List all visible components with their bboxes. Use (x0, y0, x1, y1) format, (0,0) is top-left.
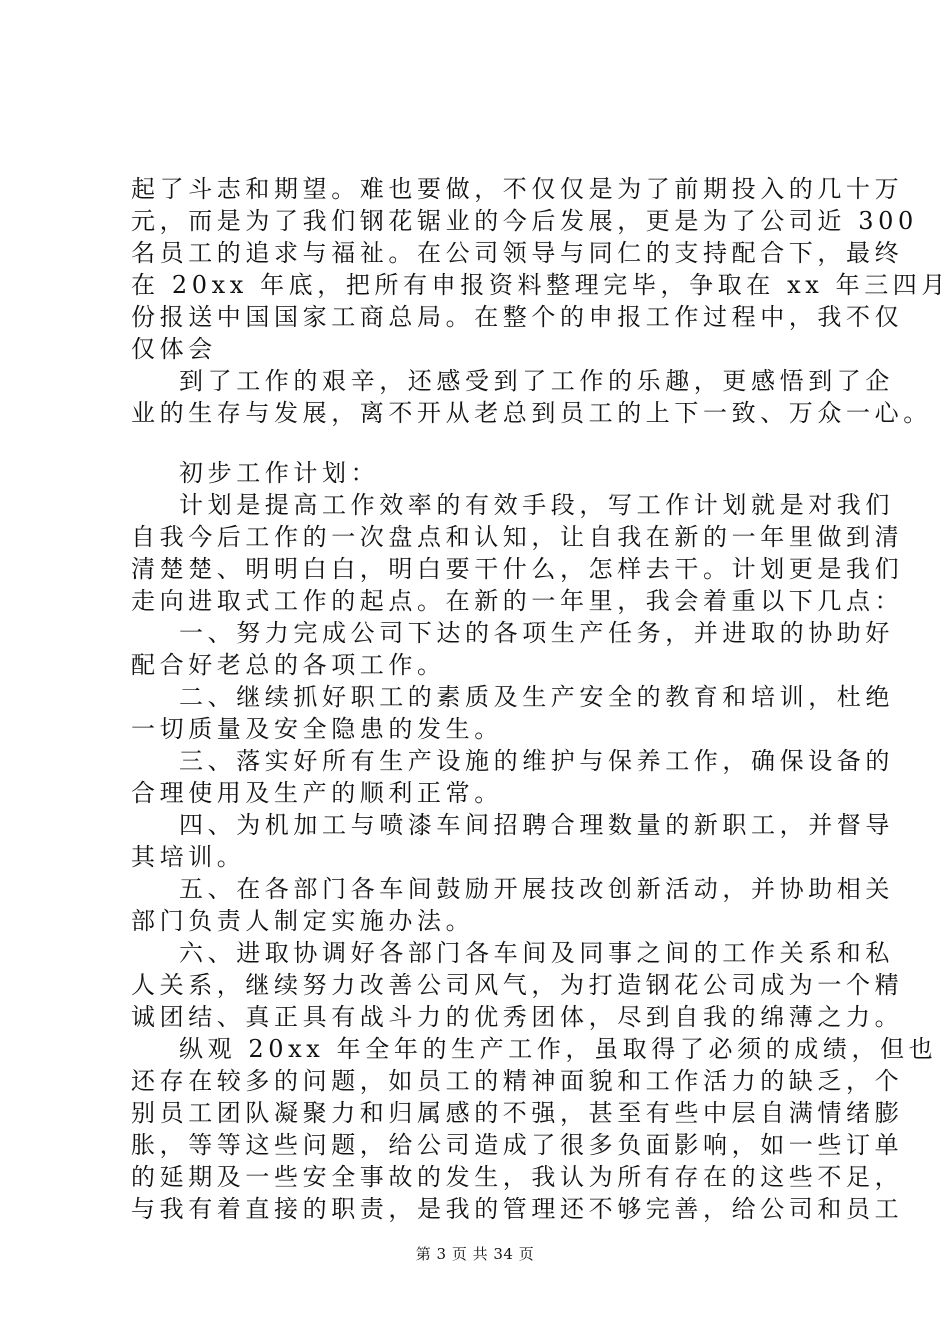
section-heading: 初步工作计划： (179, 459, 380, 487)
text-line: 纵观 20xx 年全年的生产工作，虽取得了必须的成绩，但也 (179, 1035, 938, 1063)
text-line: 业的生存与发展，离不开从老总到员工的上下一致、万众一心。 (131, 399, 932, 427)
text-line: 诚团结、真正具有战斗力的优秀团体，尽到自我的绵薄之力。 (131, 1003, 904, 1031)
list-item-line: 四、为机加工与喷漆车间招聘合理数量的新职工，并督导 (179, 811, 894, 839)
text-line: 在 20xx 年底，把所有申报资料整理完毕，争取在 xx 年三四月 (131, 271, 950, 299)
text-line: 人关系，继续努力改善公司风气，为打造钢花公司成为一个精 (131, 971, 904, 999)
text-line: 名员工的追求与福祉。在公司领导与同仁的支持配合下，最终 (131, 239, 904, 267)
text-line: 起了斗志和期望。难也要做，不仅仅是为了前期投入的几十万 (131, 175, 904, 203)
text-line: 配合好老总的各项工作。 (131, 651, 446, 679)
list-item-line: 二、继续抓好职工的素质及生产安全的教育和培训，杜绝 (179, 683, 894, 711)
text-line: 元，而是为了我们钢花锯业的今后发展，更是为了公司近 300 (131, 207, 918, 235)
text-line: 其培训。 (131, 843, 246, 871)
text-line: 部门负责人制定实施办法。 (131, 907, 475, 935)
text-line: 与我有着直接的职责，是我的管理还不够完善，给公司和员工 (131, 1195, 904, 1223)
text-line: 到了工作的艰辛，还感受到了工作的乐趣，更感悟到了企 (179, 367, 894, 395)
text-line: 一切质量及安全隐患的发生。 (131, 715, 503, 743)
text-line: 仅体会 (131, 335, 217, 363)
text-line: 清楚楚、明明白白，明白要干什么，怎样去干。计划更是我们 (131, 555, 904, 583)
text-line: 自我今后工作的一次盘点和认知，让自我在新的一年里做到清 (131, 523, 904, 551)
page-number-footer: 第 3 页 共 34 页 (415, 1245, 535, 1263)
text-line: 还存在较多的问题，如员工的精神面貌和工作活力的缺乏，个 (131, 1067, 904, 1095)
list-item-line: 五、在各部门各车间鼓励开展技改创新活动，并协助相关 (179, 875, 894, 903)
text-line: 走向进取式工作的起点。在新的一年里，我会着重以下几点： (131, 587, 904, 615)
text-line: 计划是提高工作效率的有效手段，写工作计划就是对我们 (179, 491, 894, 519)
text-line: 的延期及一些安全事故的发生，我认为所有存在的这些不足， (131, 1163, 904, 1191)
document-body (131, 173, 950, 1225)
list-item-line: 一、努力完成公司下达的各项生产任务，并进取的协助好 (179, 619, 894, 647)
text-line: 合理使用及生产的顺利正常。 (131, 779, 503, 807)
list-item-line: 三、落实好所有生产设施的维护与保养工作，确保设备的 (179, 747, 894, 775)
text-line: 胀，等等这些问题，给公司造成了很多负面影响，如一些订单 (131, 1131, 904, 1159)
text-line: 份报送中国国家工商总局。在整个的申报工作过程中，我不仅 (131, 303, 904, 331)
list-item-line: 六、进取协调好各部门各车间及同事之间的工作关系和私 (179, 939, 894, 967)
text-line: 别员工团队凝聚力和归属感的不强，甚至有些中层自满情绪膨 (131, 1099, 904, 1127)
